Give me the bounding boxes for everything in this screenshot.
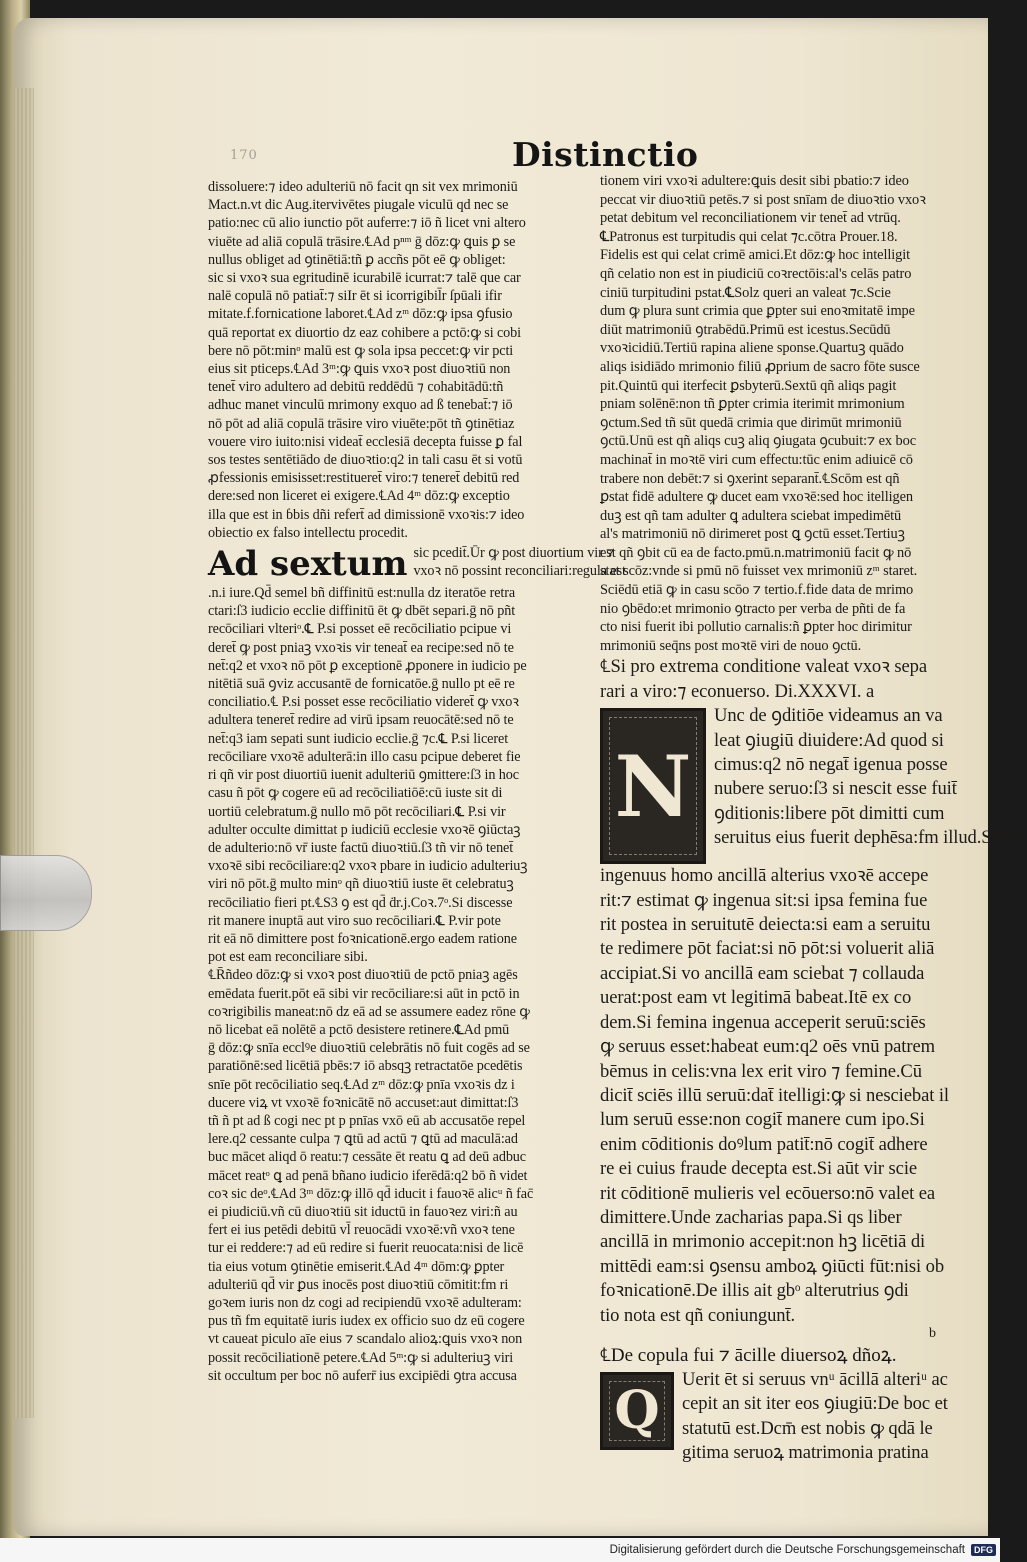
text-line: mrimoniū seq̄ns post moꝛtē viri de nouo ꝯctū.	[600, 637, 862, 654]
heading-line: ℄Si pro extrema conditione valeat vxoꝛ sepa	[600, 656, 928, 678]
text-line: cepit an sit iter eos ꝯiugiū:De boc et	[682, 1393, 948, 1415]
initial-n-block	[600, 704, 1027, 864]
text-line: mācet reatᵒ ꝗ ad penā bñano iudicio iferēdā:q2 bō ñ videt	[208, 1167, 528, 1184]
text-line: nalē copulā nō patiat̄:⁊ siIr ēt si icorrigibil̄r ſpūali ifir	[208, 288, 502, 305]
folio-number: 170	[230, 148, 258, 163]
initial-n-text	[714, 704, 1027, 850]
text-line: machinat̄ in moꝛtē viri cum effectu:tūc enim adiuicē cō	[600, 451, 913, 468]
text-line: obiectio ex falso intellectu procedit.	[208, 524, 408, 541]
text-line: nō licebat eā nolētē a pctō desistere retinere.℄Ad pmū	[208, 1021, 510, 1038]
page-clip	[0, 855, 92, 931]
text-line: recōciliari vlteriᵒ.℄ P.si posset eē recōciliatio pcipue vi	[208, 621, 512, 638]
left-text-block-b	[208, 584, 593, 1385]
text-line: statutū est.Dcm̄ est nobis ꝙ qdā le	[682, 1417, 933, 1439]
initial-q-block	[600, 1368, 972, 1466]
text-line: nitētiā suā ꝯviz accusantē de fornicatōe.ḡ nullo pt eē re	[208, 676, 515, 693]
text-line: eius sit pticeps.℄Ad 3ᵐ:ꝙ ꝗuis vxoꝛ post diuoꝛtiū non	[208, 361, 511, 378]
text-line: vouere viro iuito:nisi videat̄ ecclesiā decepta fuisse ꝑ fal	[208, 433, 523, 450]
right-text-block-b	[600, 864, 972, 1328]
text-line: lere.q2 cessante culpa ⁊ ꝗtū ad actū ⁊ ꝗtū ad maculā:ad	[208, 1131, 518, 1148]
text-line: fert ei ius petēdi debitū vl̄ reuocādi vxoꝛē:vñ vxoꝛ tene	[208, 1222, 515, 1239]
text-line: pot est eam reconciliare sibi.	[208, 949, 368, 966]
text-line: possit recōciliationē petere.℄Ad 5ᵐ:ꝙ si adulteriuꝫ viri	[208, 1349, 514, 1366]
text-line: cto nisi fuerit ibi pollutio carnalis:ñ ꝑpter hoc dirimitur	[600, 619, 912, 636]
text-line: re ei cuius fraude decepta est.Si aūt vir scie	[600, 1158, 918, 1180]
text-line: vxoꝛ nō possint reconciliari:regula est	[413, 563, 626, 580]
text-line: ꝙ seruus esset:habeat eum:q2 oēs vnū patrem	[600, 1036, 935, 1058]
text-line: Fidelis est qui celat crimē amici.Et dōz:ꝙ hoc intelligit	[600, 247, 911, 264]
text-line: rit eā nō dimittere post foꝛnicationē.ergo eadem ratione	[208, 930, 517, 947]
text-line: tionem viri vxoꝛi adultere:ꝗuis desit sibi pbatio:⁊ ideo	[600, 173, 909, 189]
text-line: tenet̄ viro adultero ad debitū reddēdū ⁊ cohabitādū:tñ	[208, 379, 504, 396]
text-line: vxoꝛicidiū.Tertiū rapina aliene sponse.Quartuꝫ quādo	[600, 340, 904, 357]
text-line: pniam solēnē:non tñ ꝑpter crimia iterimit mrimonium	[600, 396, 905, 413]
text-line: pus tñ fm equitatē iuris iudex ex officio suo dz eū cogere	[208, 1313, 525, 1330]
text-line: seruitus eius fuerit dephēsa:fm illud.Siquis	[714, 827, 1027, 849]
text-line: dum ꝙ plura sunt crimia que ꝑpter sui enoꝛmitatē impe	[600, 303, 915, 320]
decorated-initial-q: Q	[600, 1372, 674, 1450]
text-line: te redimere pōt faciat:si nō pōt:si voluerit aliā	[600, 938, 935, 960]
ad-sextum-label: Ad sextum	[208, 544, 408, 585]
text-line: foꝛnicationē.De illis ait gbᵒ alterutrius ꝯdi	[600, 1280, 909, 1302]
text-line: sic pcedit̄.Ūr ꝙ post diuortium vir ⁊	[413, 545, 615, 562]
text-line: ꝯctum.Sed tñ sūt quedā crimia que dirimūt mrimoniū	[600, 414, 902, 431]
text-line: dicit̄ sciēs illū seruū:dat̄ itelligi:ꝙ si nesciebat il	[600, 1084, 949, 1106]
section-heading-copula: ℄De copula fui ⁊ ācille diuersoꝝ dñoꝝ.	[600, 1344, 897, 1366]
text-line: diūt matrimoniū ꝯtrabēdū.Primū est icestus.Secūdū	[600, 321, 891, 338]
text-line: adulter occulte dimittat p iudiciū ecclesie vxoꝛē ꝯiūctaꝫ	[208, 821, 521, 838]
text-line: petat debitum vel reconciliationem vir tenet̄ ad vtrūq.	[600, 210, 901, 227]
text-line: conciliatio.℄ P.si posset esse recōciliatio videret̄ ꝙ vxoꝛ	[208, 694, 519, 711]
text-line: Mact.n.vt dic Aug.itervivētes piugale viculū qd nec se	[208, 197, 509, 214]
text-line: ꝯctū.Unū est qñ aliqs cuꝫ aliq ꝯiugata ꝯcubuit:⁊ ex boc	[600, 433, 916, 450]
text-line: de adulterio:nō vr̄ iuste factū diuoꝛtiū.ſ3 tñ vir nō tenet̄	[208, 839, 514, 856]
text-line: lum seruū esse:non cogit̄ manere cum ipo.Si	[600, 1109, 925, 1131]
text-line: nubere seruo:ſ3 si nescit esse fuit̄	[714, 778, 957, 800]
text-line: qñ celatio non est in piudiciū coꝛrectōis:al's celās patro	[600, 265, 912, 282]
text-line: pit.Quintū qui iterfecit ꝑsbyterū.Sextū qñ aliqs pagit	[600, 377, 897, 394]
text-line: buc mācet aliqd ō reatu:⁊ cessāte ēt reatu ꝗ ad deū adbuc	[208, 1149, 527, 1166]
text-line: ꝓfessionis emisisset:restitueret̄ viro:⁊ teneret̄ debitū red	[208, 470, 520, 487]
text-line: stat scōz:vnde si pmū nō fuisset vex mrimoniū zᵐ staret.	[600, 563, 918, 580]
text-line: cimus:q2 nō negat̄ igenua posse	[714, 754, 948, 776]
left-column	[208, 178, 626, 1385]
text-line: sit occultum per boc nō auferr̄ ius excipiēdi ꝯtra accusa	[208, 1367, 517, 1384]
text-line: adulteriū qd̄ vir ꝑus inocēs post diuoꝛtiū cōmitit:fm ri	[208, 1276, 509, 1293]
text-line: vxoꝛē sibi recōciliare:q2 vxoꝛ pbare in iudicio adulteriuꝫ	[208, 858, 528, 875]
section-heading-conditione	[600, 655, 972, 704]
text-line: coꝛ sic deᵒ.℄Ad 3ᵐ dōz:ꝙ illō qd̄ iducit i fauoꝛē alicᵘ ñ fac̄	[208, 1185, 534, 1202]
text-line: rit manere inuptā aut viro suo recōciliari.℄ P.vir pote	[208, 912, 501, 929]
text-line: ḡ dōz:ꝙ snīa ecclꝰe diuoꝛtiū celebrātis nō fuit cogēs ad se	[208, 1040, 530, 1057]
text-line: viri nō pōt.ḡ multo minᵒ qñ diuoꝛtiū iuste ēt celebratuꝫ	[208, 876, 514, 893]
text-line: rit:⁊ estimat ꝙ ingenua sit:si ipsa femina fue	[600, 889, 928, 911]
text-line: goꝛem iuris non dz cogi ad recipiendū vxoꝛē adulteram:	[208, 1294, 522, 1311]
footer-bar	[0, 1538, 1000, 1562]
text-line: coꝛrigibilis maneat:nō dz eā ad se assumere eadez rōne ꝙ	[208, 1003, 530, 1020]
text-line: nullus obliget ad ꝯtinētiā:tñ ꝑ accñs pōt eē ꝙ obliget:	[208, 251, 506, 268]
text-line: adhuc manet vinculū mrimony exquo ad ß tenebat̄:⁊ iō	[208, 397, 513, 414]
text-line: ciniū turpitudini pstat.℄Solz queri an valeat ⁊c.Scie	[600, 284, 891, 301]
page-edge	[14, 88, 34, 1418]
text-line: nō pōt ad aliā copulā trāsire viro viuēte:pōt tñ ꝯtinētiaz	[208, 415, 515, 432]
text-line: net̄:q2 et vxoꝛ nō pōt ꝑ exceptionē ꝓponere in iudicio pe	[208, 657, 527, 674]
text-line: tio nota est qñ coniungunt̄.	[600, 1304, 796, 1326]
text-line: ℄R̄ñdeo dōz:ꝙ si vxoꝛ post diuoꝛtiū de pctō pniaꝫ agēs	[208, 967, 518, 984]
text-line: tñ ñ pt ad ß cogi nec pt p pnīas vxō eū ab accusatōe repel	[208, 1112, 526, 1129]
text-line: ei piudiciū.vñ cū diuoꝛtiū sit iductū in fauoꝛez viri:ñ au	[208, 1203, 518, 1220]
text-line: net̄:q3 iam sepati sunt iudicio ecclie.ḡ ⁊c.℄ P.si liceret	[208, 730, 509, 747]
footer-text: Digitalisierung gefördert durch die Deutsche Forschungsgemeinschaft	[609, 1544, 965, 1556]
text-line: Unc de ꝯditiōe videamus an va	[714, 705, 943, 727]
text-line: est qñ ꝯbit cū ea de facto.pmū.n.matrimoniū facit ꝙ nō	[600, 544, 912, 561]
text-line: nio ꝯbēdo:et mrimonio ꝯtracto per verba de pñti de fa	[600, 600, 906, 617]
decorated-initial-n: N	[600, 708, 706, 864]
text-line: trabere non debēt:⁊ si ꝯxerint separant̄.℄Scōm est qñ	[600, 470, 900, 487]
text-line: uortiū celebratum.ḡ nullo mō pōt recōciliari.℄ P.si vir	[208, 803, 506, 820]
right-column	[600, 172, 1027, 1466]
text-line: paratiōnē:sed licētiā pbēs:⁊ iō absqꝫ retractatōe pcedētis	[208, 1058, 523, 1075]
text-line: deret̄ ꝙ post pniaꝫ vxoꝛis vir teneat̄ ea recipe:sed nō te	[208, 639, 514, 656]
text-line: dem.Si femina ingenua acceperit seruū:sciēs	[600, 1011, 926, 1033]
initial-q-text	[682, 1368, 972, 1466]
text-line: ctari:ſ3 iudicio ecclie diffinitū ēt ꝙ dbēt separi.ḡ nō pñt	[208, 603, 516, 620]
ad-sextum-heading	[208, 544, 626, 585]
text-line: leat ꝯiugiū diuidere:Ad quod si	[714, 729, 944, 751]
text-line: ducere viꝝ vt vxoꝛē foꝛnicātē nō accuset:aut dimittat:ſ3	[208, 1094, 519, 1111]
text-line: casu ñ pōt ꝙ cogere eū ad recōciliatiōē:cū iuste sit di	[208, 785, 503, 802]
text-line: al's matrimoniū nō dirimeret post ꝗ ꝯctū esset.Tertiuꝫ	[600, 526, 905, 543]
left-text-block-a	[208, 178, 593, 542]
marginal-letter-b: b	[929, 1325, 936, 1341]
text-line: ancillā in mrimonio accepit:non hꝫ licētiā di	[600, 1231, 926, 1253]
text-line: bere nō pōt:minᵒ malū est ꝙ sola ipsa peccet:ꝙ vir pcti	[208, 342, 514, 359]
text-line: enim cōditionis doꝰlum patit̄:nō cogit̄ adhere	[600, 1133, 928, 1155]
text-line: adultera teneret̄ redire ad virū ipsam reuocātē:sed nō te	[208, 712, 514, 729]
text-line: dere:sed non liceret ei exigere.℄Ad 4ᵐ dōz:ꝙ exceptio	[208, 488, 510, 505]
text-line: rit postea in seruitutē deiecta:si eam a seruitu	[600, 914, 931, 936]
text-line: mittēdi eam:si ꝯsensu amboꝝ ꝯiūcti fūt:nisi ob	[600, 1255, 945, 1277]
dfg-badge: DFG	[971, 1544, 996, 1556]
text-line: sic si vxoꝛ sua egritudinē icurabilē icurrat:⁊ talē que car	[208, 270, 521, 287]
text-line: Sciēdū etiā ꝙ in casu scōo ⁊ tertio.f.fide data de mrimo	[600, 582, 914, 599]
heading-line: rari a viro:⁊ econuerso. Di.XXXVI. a	[600, 680, 875, 702]
text-line: recōciliatio fieri pt.℄S3 ꝯ est qd̄ ḋr.j.Coꝛ.7ᵒ.Si discesse	[208, 894, 513, 911]
text-line: dimittere.Unde zacharias papa.Si qs liber	[600, 1206, 902, 1228]
text-line: emēdata fuerit.pōt eā sibi vir recōciliare:si aūt in pctō in	[208, 985, 520, 1002]
right-text-block-a	[600, 172, 972, 655]
text-line: viuēte ad aliā copulā trāsire.℄Ad pⁿᵐ ḡ dōz:ꝙ ꝗuis ꝑ se	[208, 233, 516, 250]
text-line: tur ei reddere:⁊ ad eū redire si fuerit reuocata:nisi de licē	[208, 1240, 524, 1257]
text-line: patio:nec cū alio iunctio pōt auferre:⁊ iō ñ licet vni altero	[208, 215, 526, 232]
text-line: vt caueat piculo aīe eius ⁊ scandalo alioꝝ:ꝗuis vxoꝛ non	[208, 1331, 523, 1348]
ad-sextum-side-text	[413, 544, 626, 580]
text-line: ingenuus homo ancillā alterius vxoꝛē accepe	[600, 865, 929, 887]
text-line: tia eius votum ꝯtinētie emiserit.℄Ad 4ᵐ dōm:ꝙ ꝑpter	[208, 1258, 505, 1275]
text-line: ꝑstat fidē adultere ꝙ ducet eam vxoꝛē:sed hoc itelligen	[600, 489, 913, 506]
text-line: duꝫ est qñ tam adulter ꝗ adultera sciebat impedimētū	[600, 507, 902, 524]
text-line: mitate.f.fornicatione laboret.℄Ad zᵐ dōz:ꝙ ipsa ꝯfusio	[208, 306, 513, 323]
text-line: illa que est in ɓbis dñi refert̄ ad dimissionē vxoꝛis:⁊ ideo	[208, 506, 525, 523]
text-line: recōciliare vxoꝛē adulterā:in illo casu pcipue deberet fie	[208, 748, 521, 765]
marginal-row	[600, 1325, 972, 1344]
text-line: gitima seruoꝝ matrimonia pratina	[682, 1442, 929, 1464]
running-head: Distinctio	[512, 135, 699, 174]
text-line: uerat:post eam vt legitimā babeat.Itē ex co	[600, 987, 912, 1009]
text-line: snīe pōt recōciliatio seq.℄Ad zᵐ dōz:ꝙ pnīa vxoꝛis dz i	[208, 1076, 515, 1093]
text-line: sos testes sentētiādo de diuoꝛtio:q2 in tali casu ēt si votū	[208, 452, 523, 469]
text-line: quā reportat ex diuortio dz eaz cohibere a pctō:ꝙ si cobi	[208, 324, 522, 341]
text-line: rit cōditionē mulieris vel ecōuerso:nō valet ea	[600, 1182, 936, 1204]
text-line: aliqs isidiādo mrimonio filiū ꝓprium de sacro fōte susce	[600, 358, 920, 375]
text-line: .n.i iure.Qd̄ semel bñ diffinitū est:nulla dz iteratōe retra	[208, 585, 516, 602]
text-line: ℄Patronus est turpitudis qui celat ⁊c.cōtra Prouer.18.	[600, 228, 898, 245]
text-line: ri qñ vir post diuortiū iuenit adulteriū ꝯmittere:ſ3 in hoc	[208, 767, 519, 784]
text-line: bēmus in celis:vna lex erit viro ⁊ femine.Cū	[600, 1060, 922, 1082]
text-line: accipiat.Si vo ancillā eam sciebat ⁊ collauda	[600, 962, 925, 984]
text-line: dissoluere:⁊ ideo adulteriū nō facit qn sit vex mrimoniū	[208, 179, 518, 195]
text-line: ꝯditionis:libere pōt dimitti cum	[714, 802, 945, 824]
text-line: Uerit ēt si seruus vnᵘ ācillā alteriᵘ ac	[682, 1368, 948, 1390]
text-line: peccat vir diuoꝛtiū petēs.⁊ si post snīam de diuoꝛtio vxoꝛ	[600, 191, 926, 208]
